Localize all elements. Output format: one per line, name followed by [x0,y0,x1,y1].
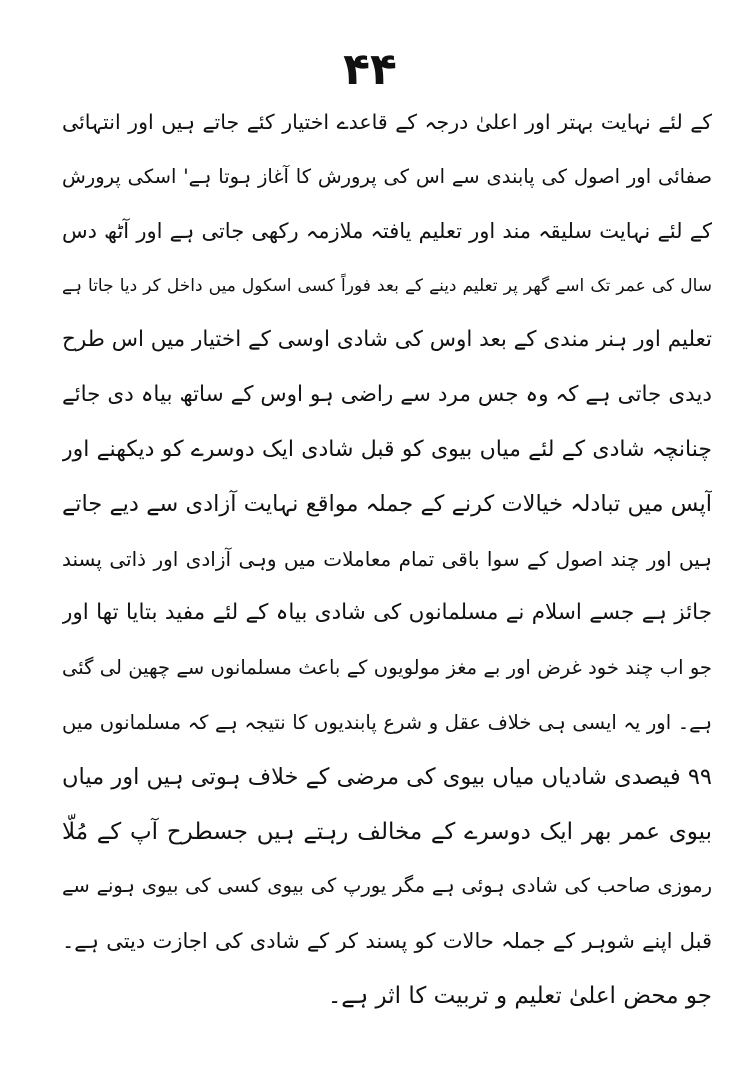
text-line: جو اب چند خود غرض اور بے مغز مولویوں کے باعث مسلمانوں سے چھین لی گئی [62,655,712,679]
text-line: صفائی اور اصول کی پابندی سے اس کی پرورش کا آغاز ہوتا ہے' اسکی پرورش [62,164,712,188]
text-line: قبل اپنے شوہر کے جملہ حالات کو پسند کر کے شادی کی اجازت دیتی ہے۔ [62,928,712,953]
text-line: جو محض اعلیٰ تعلیم و تربیت کا اثر ہے۔ [327,982,712,1009]
text-line: کے لئے نہایت بہتر اور اعلیٰ درجہ کے قاعدے اختیار کئے جاتے ہیں اور انتہائی [62,110,712,134]
text-line: کے لئے نہایت سلیقہ مند اور تعلیم یافتہ ملازمہ رکھی جاتی ہے اور آٹھ دس [62,219,712,244]
text-line: ہے۔ اور یہ ایسی ہی خلاف عقل و شرع پابندیوں کا نتیجہ ہے کہ مسلمانوں میں [62,710,712,734]
text-line: تعلیم اور ہنر مندی کے بعد اوس کی شادی اوسی کے اختیار میں اس طرح [62,327,712,353]
text-line: دیدی جاتی ہے کہ وہ جس مرد سے راضی ہو اوس کے ساتھ بیاہ دی جائے [62,381,712,407]
text-line: بیوی عمر بھر ایک دوسرے کے مخالف رہتے ہیں جسطرح آپ کے مُلّا [62,818,712,845]
text-line: جائز ہے جسے اسلام نے مسلمانوں کی شادی بیاہ کے لئے مفید بتایا تھا اور [62,600,712,626]
text-line: آپس میں تبادلہ خیالات کرنے کے جملہ مواقع نہایت آزادی سے دیے جاتے [62,491,712,518]
text-line: ۹۹ فیصدی شادیاں میاں بیوی کی مرضی کے خلاف ہوتی ہیں اور میاں [62,764,712,791]
text-line: ہیں اور چند اصول کے سوا باقی تمام معاملات میں وہی آزادی اور ذاتی پسند [62,546,712,571]
page-body-text [62,95,712,1023]
page-number: ۴۴ [343,44,397,95]
text-line: سال کی عمر تک اسے گھر پر تعلیم دینے کے بعد فوراً کسی اسکول میں داخل کر دیا جاتا ہے [62,275,712,296]
text-line: چنانچہ شادی کے لئے میاں بیوی کو قبل شادی ایک دوسرے کو دیکھنے اور [62,436,712,462]
text-line: رموزی صاحب کی شادی ہوئی ہے مگر یورپ کی بیوی کسی کی بیوی ہونے سے [62,874,712,898]
